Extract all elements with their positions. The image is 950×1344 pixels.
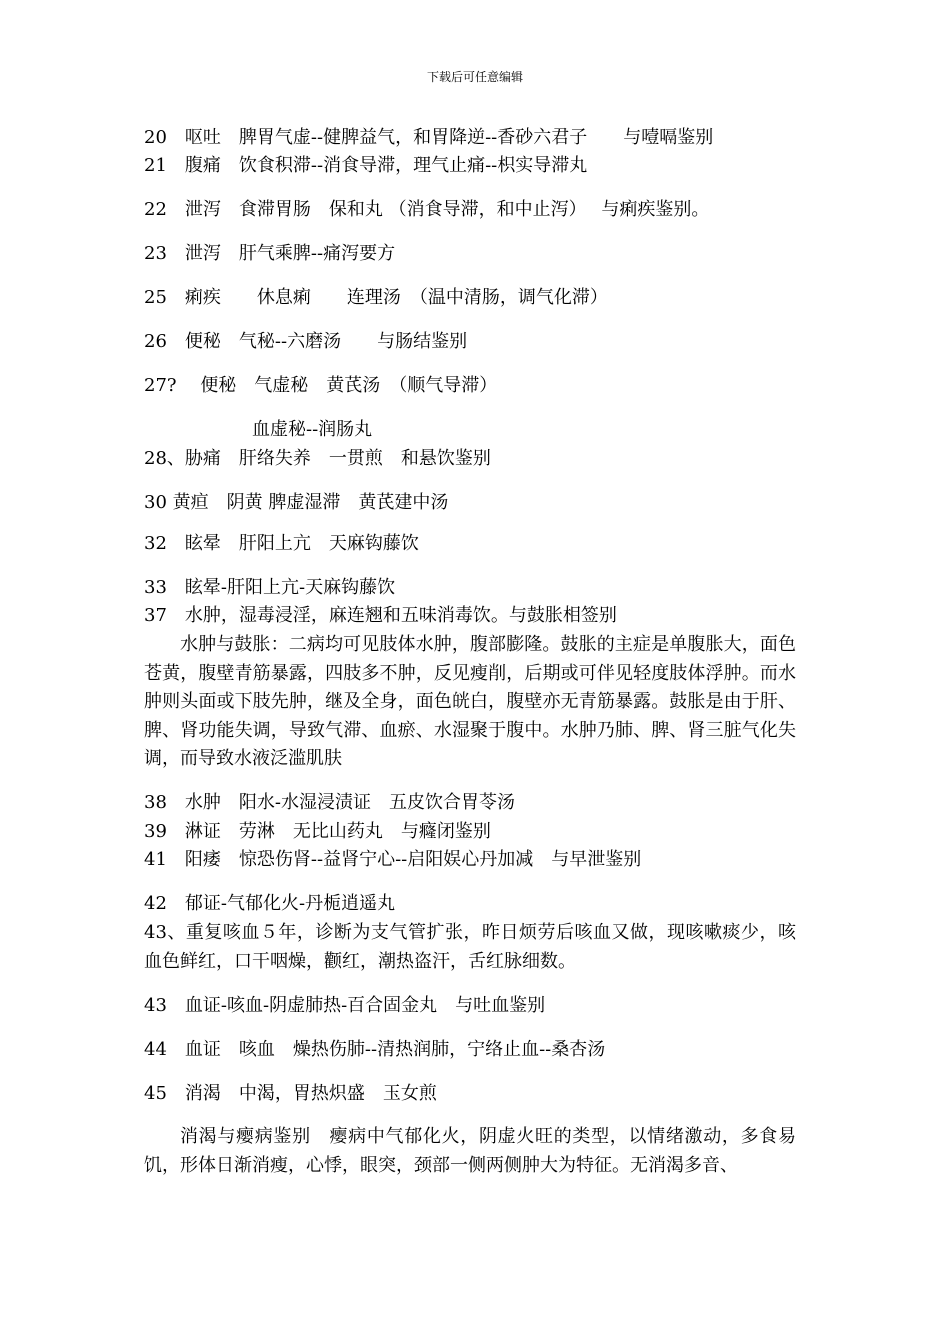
line-41: 41 阳痿 惊恐伤肾--益肾宁心--启阳娱心丹加减 与早泄鉴别 <box>144 849 642 870</box>
line-37: 37 水肿，湿毒浸淫，麻连翘和五味消毒饮。与鼓胀相签别 <box>144 605 617 626</box>
paragraph-xiaoke-vs-goiter: 消渴与瘿病鉴别 瘿病中气郁化火，阴虚火旺的类型，以情绪激动，多食易饥，形体日渐消瘦，心悸，眼突，颈部一侧两侧肿大为特征。无消渴多音、 <box>144 1126 796 1176</box>
line-20: 20 呕吐 脾胃气虚--健脾益气，和胃降逆--香砂六君子 与噎嗝鉴别 <box>144 127 714 148</box>
line-27-sub: 血虚秘--润肠丸 <box>144 419 373 440</box>
line-45: 45 消渴 中渴，胃热炽盛 玉女煎 <box>144 1083 437 1104</box>
line-28: 28、胁痛 肝络失养 一贯煎 和悬饮鉴别 <box>144 448 491 469</box>
line-33: 33 眩晕-肝阳上亢-天麻钩藤饮 <box>144 577 396 598</box>
line-42: 42 郁证-气郁化火-丹栀逍遥丸 <box>144 893 396 914</box>
line-43: 43 血证-咳血-阴虚肺热-百合固金丸 与吐血鉴别 <box>144 995 546 1016</box>
paragraph-case-43: 43、重复咳血５年，诊断为支气管扩张，昨日烦劳后咳血又做，现咳嗽痰少，咳血色鲜红，口干咽燥，颧红，潮热盗汗，舌红脉细数。 <box>144 922 796 972</box>
page-header: 下载后可任意编辑 <box>426 70 523 84</box>
line-38: 38 水肿 阳水-水湿浸渍证 五皮饮合胃苓汤 <box>144 792 515 813</box>
line-25: 25 痢疾 休息痢 连理汤 （温中清肠，调气化滞） <box>144 287 608 308</box>
line-32: 32 眩晕 肝阳上亢 天麻钩藤饮 <box>144 533 419 554</box>
line-23: 23 泄泻 肝气乘脾--痛泻要方 <box>144 243 396 264</box>
paragraph-edema-vs-tympanites: 水肿与鼓胀：二病均可见肢体水肿，腹部膨隆。鼓胀的主症是单腹胀大，面色苍黄，腹壁青筋暴露，四肢多不肿，反见瘦削，后期或可伴见轻度肢体浮肿。而水肿则头面或下肢先肿，继及全身，面色㿠白，腹壁亦无青筋暴露。鼓胀是由于肝、脾、肾功能失调，导致气滞、血瘀、水湿聚于腹中。水肿乃肺、脾、肾三脏气化失调，而导致水液泛滥肌肤 <box>144 634 796 769</box>
line-44: 44 血证 咳血 燥热伤肺--清热润肺，宁络止血--桑杏汤 <box>144 1039 606 1060</box>
line-26: 26 便秘 气秘--六磨汤 与肠结鉴别 <box>144 331 468 352</box>
line-21: 21 腹痛 饮食积滞--消食导滞，理气止痛--枳实导滞丸 <box>144 155 588 176</box>
line-39: 39 淋证 劳淋 无比山药丸 与癃闭鉴别 <box>144 821 491 842</box>
line-22: 22 泄泻 食滞胃肠 保和丸 （消食导滞，和中止泻） 与痢疾鉴别。 <box>144 199 710 220</box>
line-30: 30 黄疸 阴黄 脾虚湿滞 黄芪建中汤 <box>144 492 449 513</box>
line-27: 27? 便秘 气虚秘 黄芪汤 （顺气导滞） <box>144 375 498 396</box>
